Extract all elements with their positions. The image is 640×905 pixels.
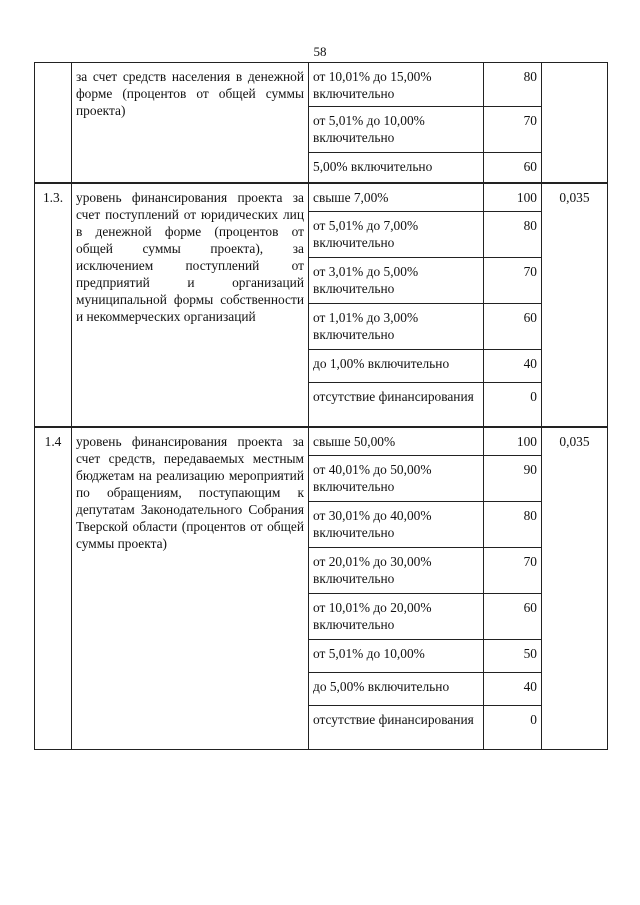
criterion-cell: от 10,01% до 20,00% включительно — [309, 594, 484, 640]
criterion-cell: от 20,01% до 30,00% включительно — [309, 548, 484, 594]
section-description: уровень финансирования проекта за счет поступлений от юридических лиц в денежной форме (процентов от общей суммы проекта), за исключением поступлений от предприятий и организаций муниципальной формы собственности и некоммерческих организаций — [72, 183, 309, 427]
criterion-cell: отсутствие финансирования — [309, 383, 484, 427]
criterion-cell: 5,00% включительно — [309, 153, 484, 183]
table-row — [35, 427, 608, 456]
criterion-cell: до 1,00% включительно — [309, 350, 484, 383]
score-cell: 70 — [484, 107, 542, 153]
criteria-table — [34, 62, 608, 750]
section-number — [35, 63, 72, 183]
score-cell: 100 — [484, 427, 542, 456]
weight-cell: 0,035 — [542, 183, 608, 427]
criterion-cell: свыше 7,00% — [309, 183, 484, 212]
criterion-cell: от 1,01% до 3,00% включительно — [309, 304, 484, 350]
criterion-cell: от 30,01% до 40,00% включительно — [309, 502, 484, 548]
score-cell: 80 — [484, 63, 542, 107]
criterion-cell: от 5,01% до 7,00% включительно — [309, 212, 484, 258]
score-cell: 40 — [484, 673, 542, 706]
score-cell: 80 — [484, 212, 542, 258]
section-description: уровень финансирования проекта за счет средств, передаваемых местным бюджетам на реализацию мероприятий по обращениям, поступающим к депутатам Законодательного Собрания Тверской области (процентов от общей суммы проекта) — [72, 427, 309, 750]
criterion-cell: от 5,01% до 10,00% — [309, 640, 484, 673]
score-cell: 50 — [484, 640, 542, 673]
criteria-table-body — [35, 63, 608, 750]
criterion-cell: до 5,00% включительно — [309, 673, 484, 706]
score-cell: 60 — [484, 153, 542, 183]
page-number: 58 — [313, 44, 327, 59]
criterion-cell: свыше 50,00% — [309, 427, 484, 456]
score-cell: 60 — [484, 304, 542, 350]
score-cell: 40 — [484, 350, 542, 383]
weight-cell — [542, 63, 608, 183]
criterion-cell: от 10,01% до 15,00% включительно — [309, 63, 484, 107]
weight-cell: 0,035 — [542, 427, 608, 750]
score-cell: 90 — [484, 456, 542, 502]
section-description: за счет средств населения в денежной форме (процентов от общей суммы проекта) — [72, 63, 309, 183]
table-row — [35, 63, 608, 107]
score-cell: 70 — [484, 548, 542, 594]
criterion-cell: от 3,01% до 5,00% включительно — [309, 258, 484, 304]
criterion-cell: от 5,01% до 10,00% включительно — [309, 107, 484, 153]
score-cell: 100 — [484, 183, 542, 212]
score-cell: 60 — [484, 594, 542, 640]
score-cell: 0 — [484, 383, 542, 427]
section-number: 1.4 — [35, 427, 72, 750]
criterion-cell: от 40,01% до 50,00% включительно — [309, 456, 484, 502]
section-number: 1.3. — [35, 183, 72, 427]
table-row — [35, 183, 608, 212]
criterion-cell: отсутствие финансирования — [309, 706, 484, 750]
score-cell: 80 — [484, 502, 542, 548]
score-cell: 0 — [484, 706, 542, 750]
score-cell: 70 — [484, 258, 542, 304]
